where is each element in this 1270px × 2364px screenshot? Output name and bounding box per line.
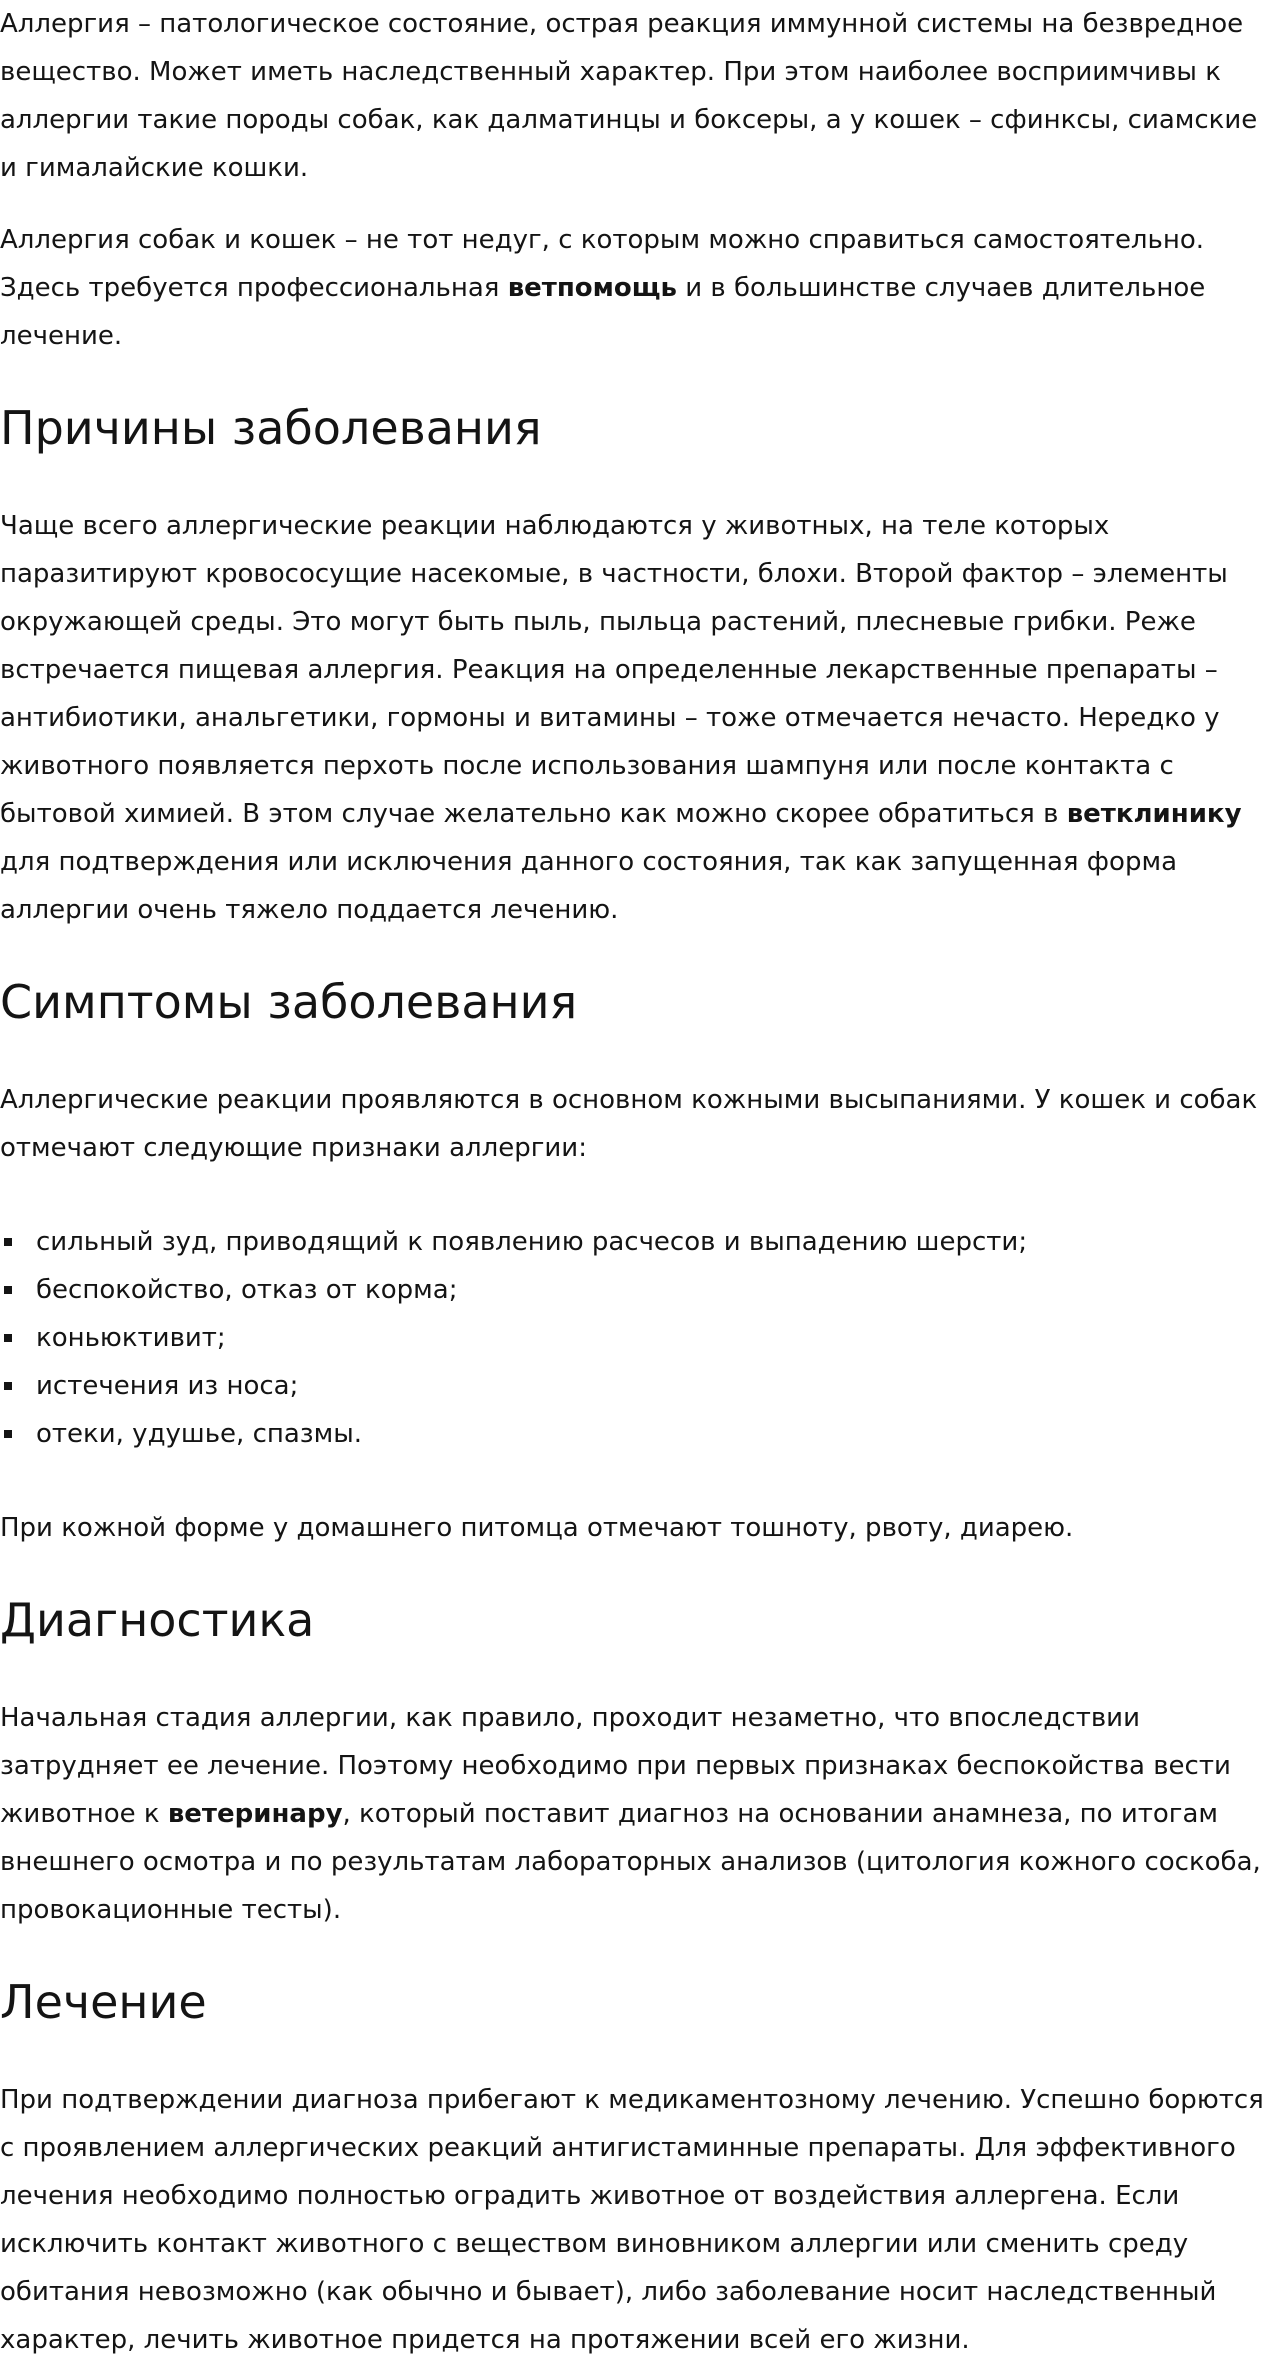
bullet-square-icon <box>4 1238 12 1246</box>
symptoms-heading: Симптомы заболевания <box>0 975 578 1029</box>
diagnostics-heading: Диагностика <box>0 1593 315 1647</box>
list-item-text: сильный зуд, приводящий к появлению расчесов и выпадению шерсти; <box>36 1227 1028 1257</box>
list-item <box>0 1266 1270 1314</box>
diagnostics-text-end: , который поставит диагноз на основании анамнеза, по итогам внешнего осмотра и по результатам лабораторных анализов (цитология кожного соскоба, провокационные тесты). <box>0 1799 1261 1925</box>
list-item <box>0 1410 1270 1458</box>
bullet-square-icon <box>4 1430 12 1438</box>
causes-text-start: Чаще всего аллергические реакции наблюдаются у животных, на теле которых паразитируют кровососущие насекомые, в частности, блохи. Второй фактор – элементы окружающей среды. Это могут быть пыль, пыльца растений, плесневые грибки. Реже встречается пищевая аллергия. Реакция на определенные лекарственные препараты – антибиотики, анальгетики, гормоны и витамины – тоже отмечается нечасто. Нередко у животного появляется перхоть после использования шампуня или после контакта с бытовой химией. В этом случае желательно как можно скорее обратиться в <box>0 511 1228 829</box>
list-item <box>0 1218 1270 1266</box>
intro-text-end: и в большинстве случаев длительное лечение. <box>0 273 1206 351</box>
intro-paragraph-1: Аллергия – патологическое состояние, острая реакция иммунной системы на безвредное вещество. Может иметь наследственный характер. При этом наиболее восприимчивы к аллергии такие породы собак, как далматинцы и боксеры, а у кошек – сфинксы, сиамские и гималайские кошки. <box>0 9 1258 183</box>
intro-text-start: Аллергия собак и кошек – не тот недуг, с которым можно справиться самостоятельно. Здесь требуется профессиональная <box>0 225 1205 303</box>
list-item <box>0 1314 1270 1362</box>
list-item-text: коньюктивит; <box>36 1323 226 1353</box>
bullet-square-icon <box>4 1382 12 1390</box>
list-item-text: отеки, удушье, спазмы. <box>36 1419 363 1449</box>
symptoms-intro: Аллергические реакции проявляются в основном кожными высыпаниями. У кошек и собак отмечают следующие признаки аллергии: <box>0 1085 1258 1163</box>
symptoms-outro: При кожной форме у домашнего питомца отмечают тошноту, рвоту, диарею. <box>0 1513 1074 1543</box>
vet-clinic-emphasis: ветклинику <box>1066 799 1242 829</box>
causes-paragraph <box>0 502 1270 934</box>
symptoms-list <box>0 1218 1270 1458</box>
diagnostics-paragraph <box>0 1694 1270 1934</box>
treatment-paragraph: При подтверждении диагноза прибегают к медикаментозному лечению. Успешно борются с проявлением аллергических реакций антигистаминные препараты. Для эффективного лечения необходимо полностью оградить животное от воздействия аллергена. Если исключить контакт животного с веществом виновником аллергии или сменить среду обитания невозможно (как обычно и бывает), либо заболевание носит наследственный характер, лечить животное придется на протяжении всей его жизни. <box>0 2085 1264 2355</box>
vet-help-emphasis: ветпомощь <box>507 273 677 303</box>
treatment-heading: Лечение <box>0 1975 207 2029</box>
list-item <box>0 1362 1270 1410</box>
intro-paragraph-2 <box>0 216 1270 360</box>
causes-heading: Причины заболевания <box>0 401 542 455</box>
bullet-square-icon <box>4 1286 12 1294</box>
list-item-text: истечения из носа; <box>36 1371 299 1401</box>
bullet-square-icon <box>4 1334 12 1342</box>
list-item-text: беспокойство, отказ от корма; <box>36 1275 458 1305</box>
diagnostics-text-start: Начальная стадия аллергии, как правило, проходит незаметно, что впоследствии затрудняет ее лечение. Поэтому необходимо при первых признаках беспокойства вести животное к <box>0 1703 1231 1829</box>
veterinarian-emphasis: ветеринару <box>167 1799 343 1829</box>
causes-text-end: для подтверждения или исключения данного состояния, так как запущенная форма аллергии очень тяжело поддается лечению. <box>0 847 1177 925</box>
